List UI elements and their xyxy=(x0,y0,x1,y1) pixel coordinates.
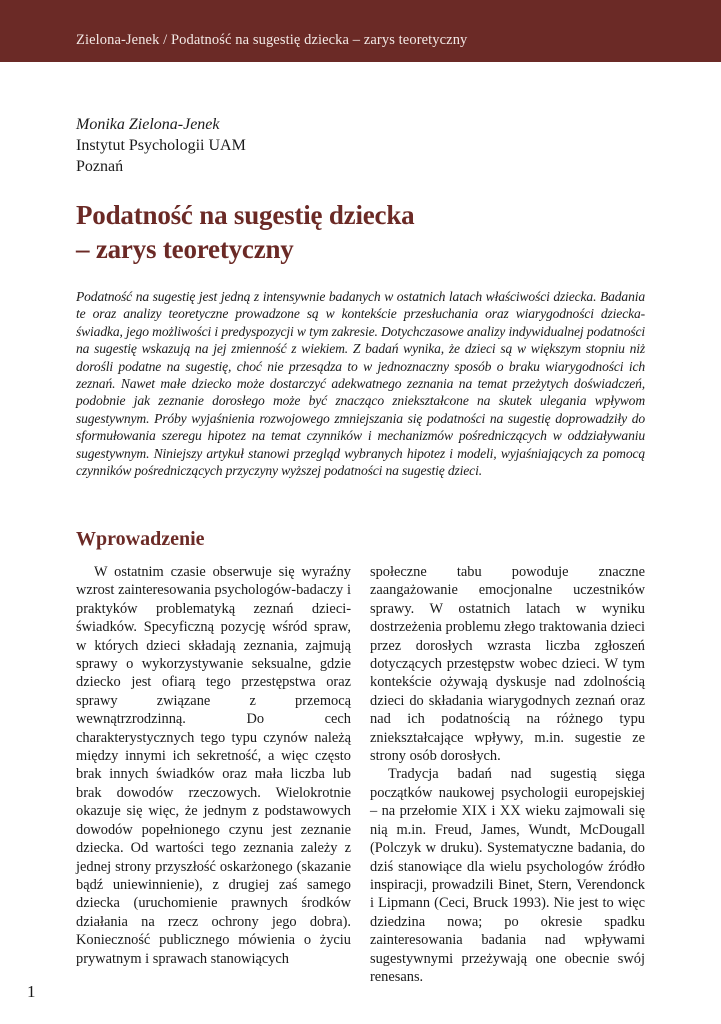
body-paragraph: W ostatnim czasie obserwuje się wyraźny wzrost zainteresowania psychologów-badaczy i praktyków problematyką zeznań dzieci-świadków. Specyficzną pozycję wśród spraw, w których dzieci składają zeznania, zajmują sprawy o wykorzystywanie seksualne, gdzie dziecko jest ofiarą tego przestępstwa oraz sprawy związane z przemocą wewnątrzrodzinną. Do cech charakterystycznych tego typu czynów należą między innymi ich sekretność, a więc często brak innych świadków oraz mała liczba lub brak dowodów rzeczowych. Wielokrotnie okazuje się więc, że jednym z podstawowych dowodów popełnionego czynu jest zeznanie dziecka. Od wartości tego zeznania zależy z jednej strony przyszłość oskarżonego (skazanie bądź uniewinnienie), z drugiej zaś samego dziecka (uruchomienie prawnych środków działania na rzecz ochrony jego dobra). Konieczność publicznego mówienia o życiu prywatnym i sprawach stanowiących xyxy=(76,564,351,967)
body-paragraph: Tradycja badań nad sugestią sięga początków naukowej psychologii europejskiej – na przełomie XIX i XX wieku zajmowali się nią m.in. Freud, James, Wundt, McDougall (Polczyk w druku). Systematyczne badania, do dziś stanowiące dla wielu psychologów źródło inspiracji, prowadzili Binet, Stern, Verendonck i Lipmann (Ceci, Bruck 1993). Nie jest to więc dziedzina nowa; po okresie spadku zainteresowania badania nad wpływami sugestywnymi przeżywają one obecnie swój renesans. xyxy=(370,766,645,985)
body-column-right xyxy=(370,563,645,986)
article-title-line-2: – zarys teoretyczny xyxy=(76,234,294,264)
running-header xyxy=(0,0,721,62)
author-city: Poznań xyxy=(76,158,124,175)
author-block xyxy=(76,114,246,177)
author-name: Monika Zielona-Jenek xyxy=(76,116,220,133)
body-column-left xyxy=(76,563,351,968)
running-title: Zielona-Jenek / Podatność na sugestię dziecka – zarys teoretyczny xyxy=(76,32,468,48)
body-paragraph: społeczne tabu powoduje znaczne zaangażowanie emocjonalne uczestników sprawy. W ostatnich latach w wyniku dostrzeżenia problemu złego traktowania dzieci przez dorosłych wzrasta liczba zgłoszeń dotyczących przestępstw wobec dzieci. W tym kontekście ożywają dyskusje nad zdolnością dzieci do składania wiarygodnych zeznań oraz nad ich podatnością na różnego typu zniekształcające wpływy, m.in. sugestie ze strony osób dorosłych. xyxy=(370,564,645,765)
article-title-line-1: Podatność na sugestię dziecka xyxy=(76,200,415,230)
author-institution: Instytut Psychologii UAM xyxy=(76,137,246,154)
abstract: Podatność na sugestię jest jedną z intensywnie badanych w ostatnich latach właściwości dziecka. Badania te oraz analizy teoretyczne prowadzone są w kontekście przesłuchania oraz wiarygodności dziecka-świadka, jego możliwości i predyspozycji w tym zakresie. Dotychczasowe analizy indywidualnej podatności na sugestię wskazują na jej zmienność z wiekiem. Z badań wynika, że dzieci są w większym stopniu niż dorośli podatne na sugestię, choć nie przesądza to w jednoznaczny sposób o braku wiarygodności ich zeznań. Nawet małe dziecko może dostarczyć adekwatnego zeznania na temat przeżytych doświadczeń, podobnie jak zeznanie dorosłego może być znacząco zniekształcone na skutek ulegania wpływom sugestywnym. Próby wyjaśnienia rozwojowego zmniejszania się podatności na sugestię doprowadziły do sformułowania szeregu hipotez na temat czynników i mechanizmów pośredniczących w oddziaływaniu sugestywnym. Niniejszy artykuł stanowi przegląd wybranych hipotez i modeli, wyjaśniających za pomocą czynników pośredniczących przyczyny wyższej podatności na sugestię dzieci. xyxy=(76,289,645,479)
article-title xyxy=(76,198,414,266)
section-heading: Wprowadzenie xyxy=(76,528,205,550)
page-number: 1 xyxy=(27,982,36,1001)
